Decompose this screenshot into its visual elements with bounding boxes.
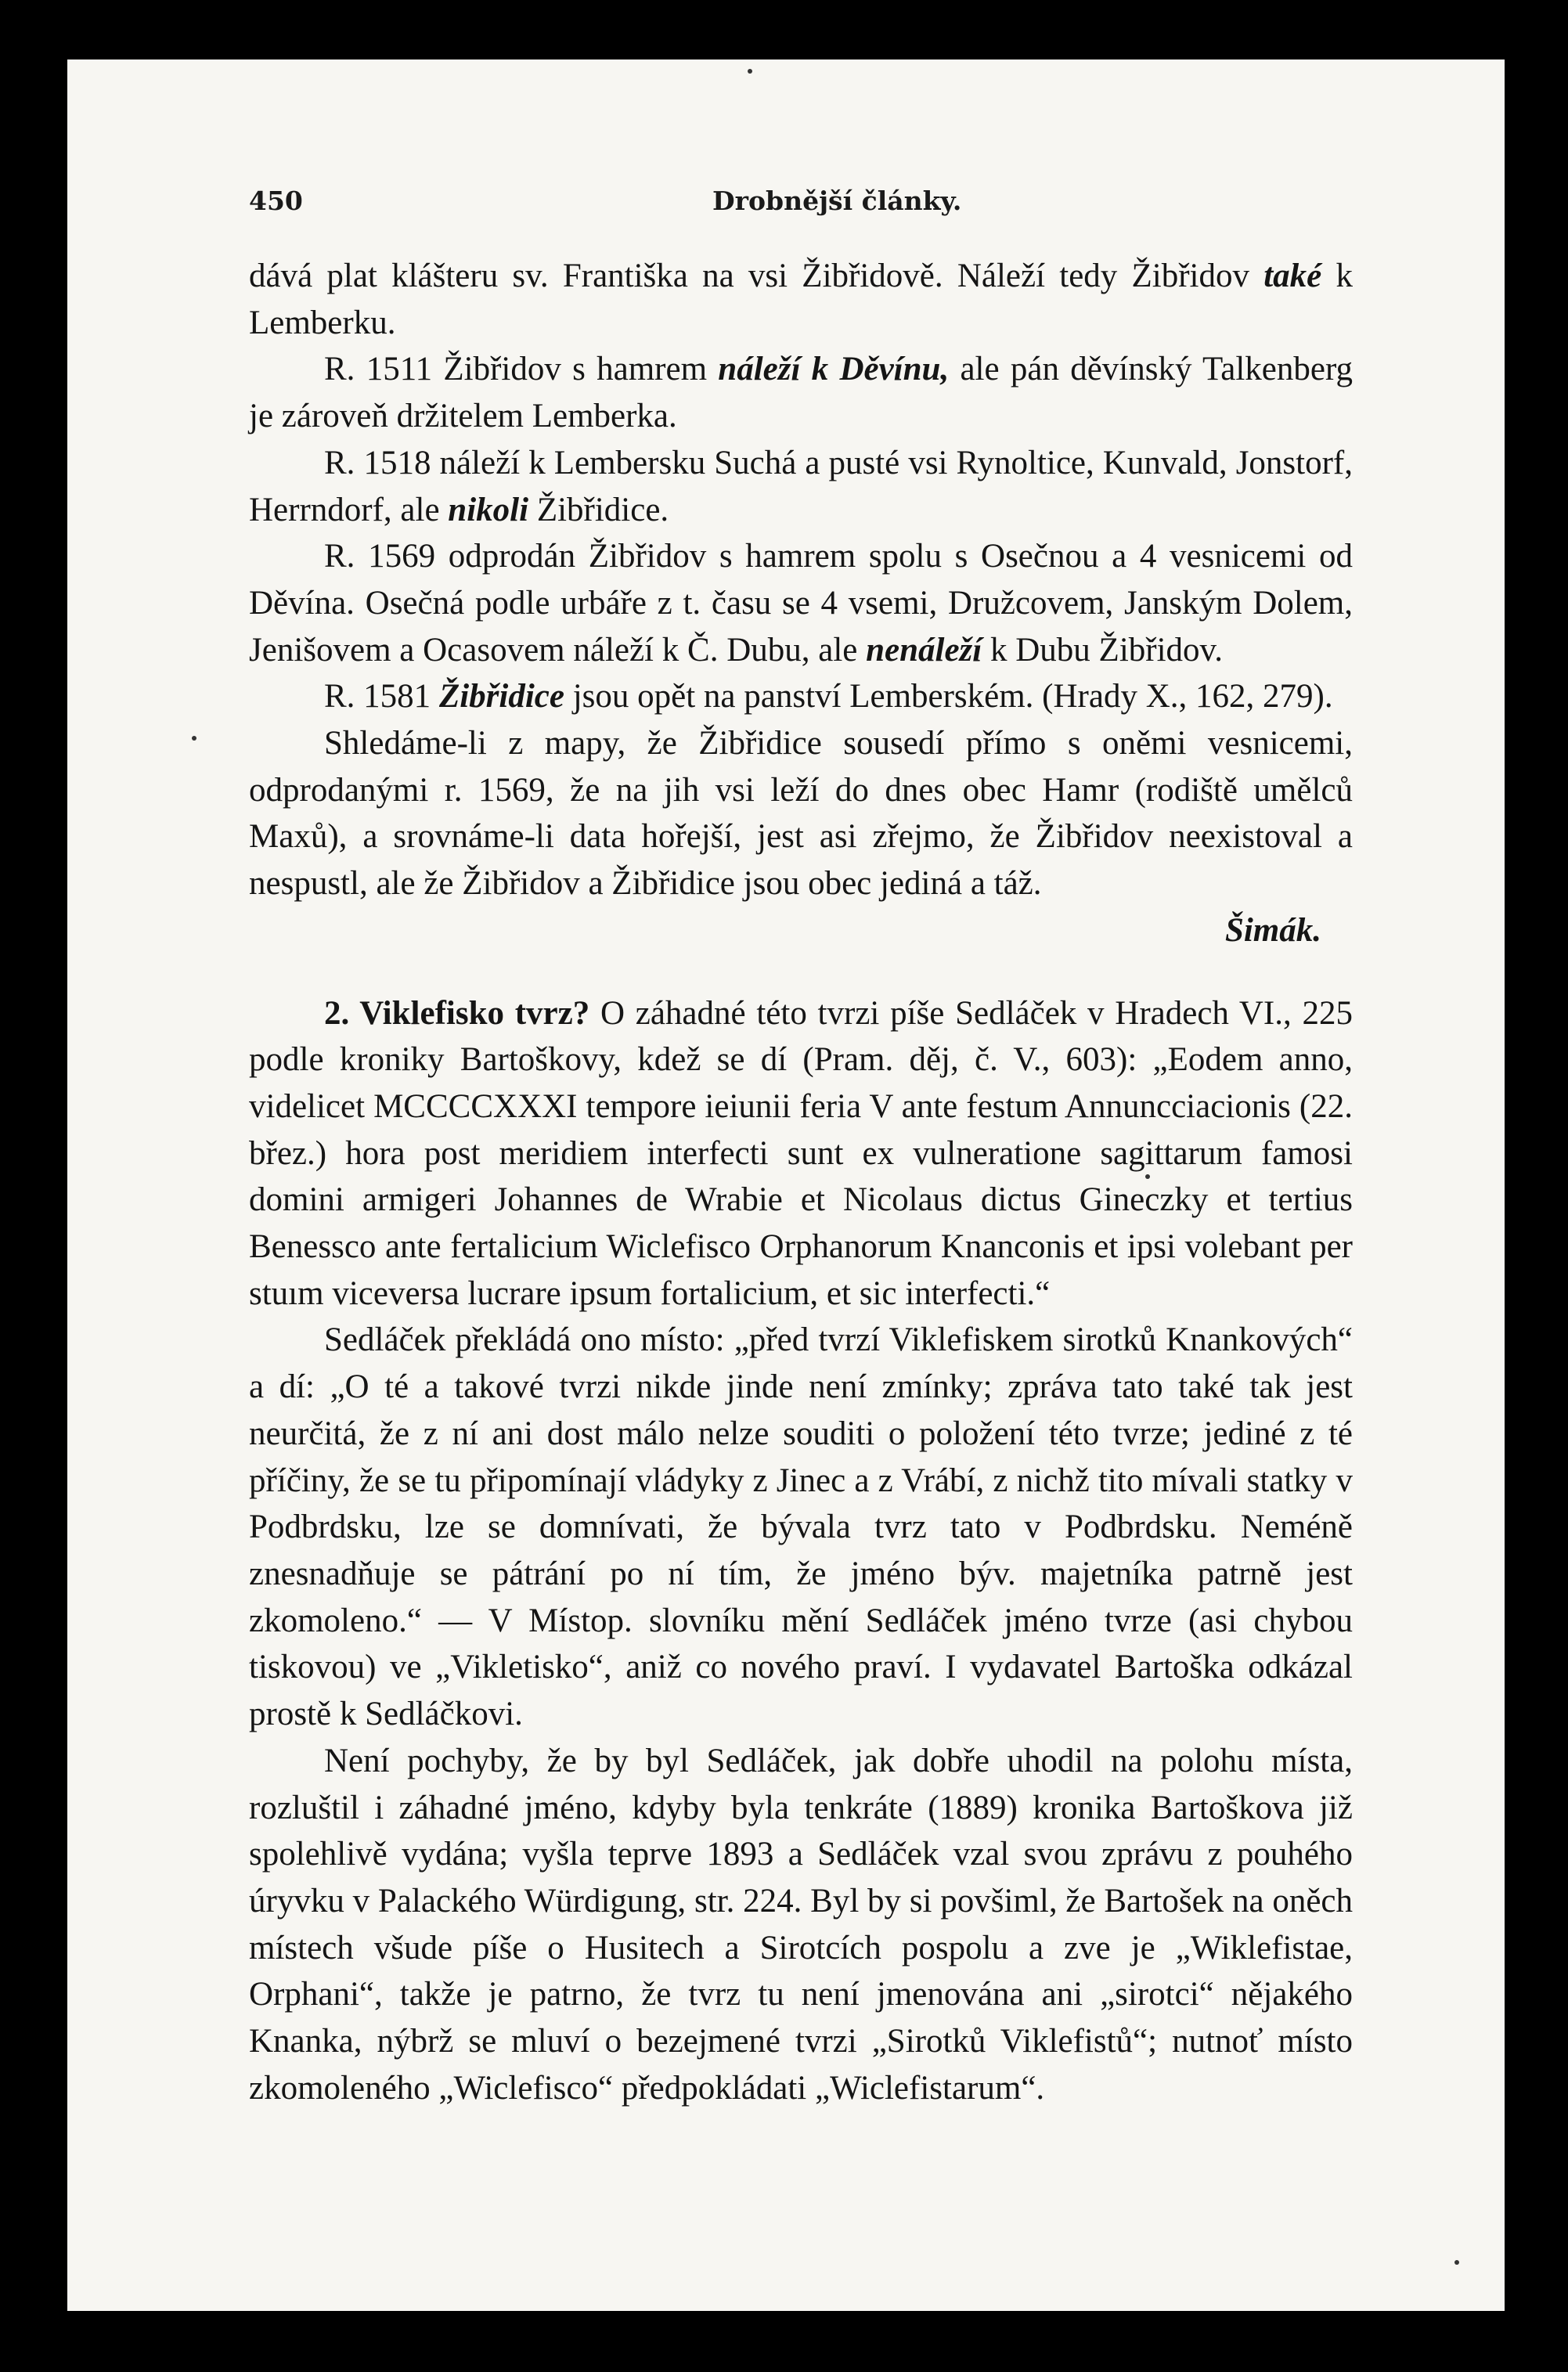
article-text <box>249 253 1353 2111</box>
paragraph <box>249 533 1353 673</box>
text-run: Žibřidice. <box>528 491 669 528</box>
paragraph <box>249 346 1353 439</box>
running-title: Drobnější články. <box>712 186 962 216</box>
page-number: 450 <box>249 186 303 216</box>
paragraph <box>249 990 1353 1318</box>
text-run: dává plat klášteru sv. Františka na vsi Žibřidově. Náleží tedy Žibřidov <box>249 258 1249 294</box>
text-run: R. 1518 náleží k Lembersku Suchá a pusté vsi Rynoltice, Kunvald, Jonstorf, Herrndorf, ale <box>249 444 1353 528</box>
paragraph <box>249 440 1353 533</box>
text-run: R. 1569 odprodán Žibřidov s hamrem spolu s Osečnou a 4 vesnicemi od Děvína. Osečná podle urbáře z t. času se 4 vsemi, Družcovem, Janským Dolem, Jenišovem a Ocasovem náleží k Č. Dubu, ale <box>249 538 1353 669</box>
scan-speck <box>192 736 196 741</box>
text-run: ale pán děvínský Talkenberg je zároveň držitelem Lemberka. <box>249 351 1353 435</box>
emphasis: Žibřidice <box>438 678 564 716</box>
section-heading: 2. Viklefisko tvrz? <box>324 994 590 1032</box>
scan-speck <box>1454 2260 1459 2265</box>
emphasis: také <box>1263 258 1322 294</box>
text-run: jsou opět na panství Lemberském. (Hrady X., 162, 279). <box>564 678 1333 716</box>
emphasis: nikoli <box>448 491 529 528</box>
paragraph <box>249 673 1353 720</box>
paragraph: Sedláček překládá ono místo: „před tvrzí Viklefiskem sirotků Knankových“ a dí: „O té a takové tvrzi nikde jinde není zmínky; zpráva tato také tak jest neurčitá, že z ní ani dost málo nelze souditi o položení této tvrze; jediné z té příčiny, že se tu připomínají vládyky z Jinec a z Vrábí, z nichž tito mívali statky v Podbrdsku, lze se domnívati, že bývala tvrz tato v Podbrdsku. Neméně znesnadňuje se pátrání po ní tím, že jméno býv. majetníka patrně jest zkomoleno.“ — V Místop. slovníku mění Sedláček jméno tvrze (asi chybou tiskovou) ve „Vikletisko“, aniž co nového praví. I vydavatel Bartoška odkázal prostě k Sedláčkovi. <box>249 1321 1353 1733</box>
text-run: O záhadné této tvrzi píše Sedláček v Hradech VI., 225 podle kroniky Bartoškovy, kdež se dí (Pram. děj, č. V., 603): „Eodem anno, videlicet MCCCCXXXI tempore ieiunii feria V ante festum Annuncciacionis (22. břez.) hora post meridiem interfecti sunt ex vulneratione sagittarum famosi domini armigeri Johannes de Wrabie et Nicolaus dictus Gineczky et tertius Benessco ante fertalicium Wiclefisco Orphanorum Knanconis et ipsi volebant per stuım viceversa lucrare ipsum fortalicium, et sic interfecti.“ <box>249 994 1353 1312</box>
section-gap <box>249 954 1353 990</box>
emphasis: náleží k Děvínu, <box>718 351 950 388</box>
emphasis: nenáleží <box>866 631 982 669</box>
text-run: k Dubu Žibřidov. <box>982 631 1223 669</box>
paragraph <box>249 253 1353 346</box>
paragraph: Shledáme-li z mapy, že Žibřidice sousedí přímo s oněmi vesnicemi, odprodanými r. 1569, že na jih vsi leží do dnes obec Hamr (rodiště umělců Maxů), a srovnáme-li data hořejší, jest asi zřejmo, že Žibřidov neexistoval a nespustl, ale že Žibřidov a Žibřidice jsou obec jediná a táž. <box>249 725 1353 903</box>
text-run: R. 1581 <box>324 678 439 716</box>
scan-speck <box>748 69 752 74</box>
paragraph: Není pochyby, že by byl Sedláček, jak dobře uhodil na polohu místa, rozluštil i záhadné jméno, kdyby byla tenkráte (1889) kronika Bartoškova již spolehlivě vydána; vyšla teprve 1893 a Sedláček vzal svou zprávu z pouhého úryvku v Palackého Würdigung, str. 224. Byl by si povšiml, že Bartošek na oněch místech všude píše o Husitech a Sirotcích pospolu a zve je „Wiklefistae, Orphani“, takže je patrno, že tvrz tu není jmenována ani „sirotci“ nějakého Knanka, nýbrž se mluví o bezejmené tvrzi „Sirotků Viklefistů“; nutnoť místo zkomoleného „Wiclefisco“ předpokládati „Wiclefistarum“. <box>249 1742 1353 2107</box>
text-run: R. 1511 Žibřidov s hamrem <box>324 351 719 388</box>
text-run: k Lemberku. <box>249 258 1354 341</box>
author-signature: Šimák. <box>1224 911 1321 949</box>
